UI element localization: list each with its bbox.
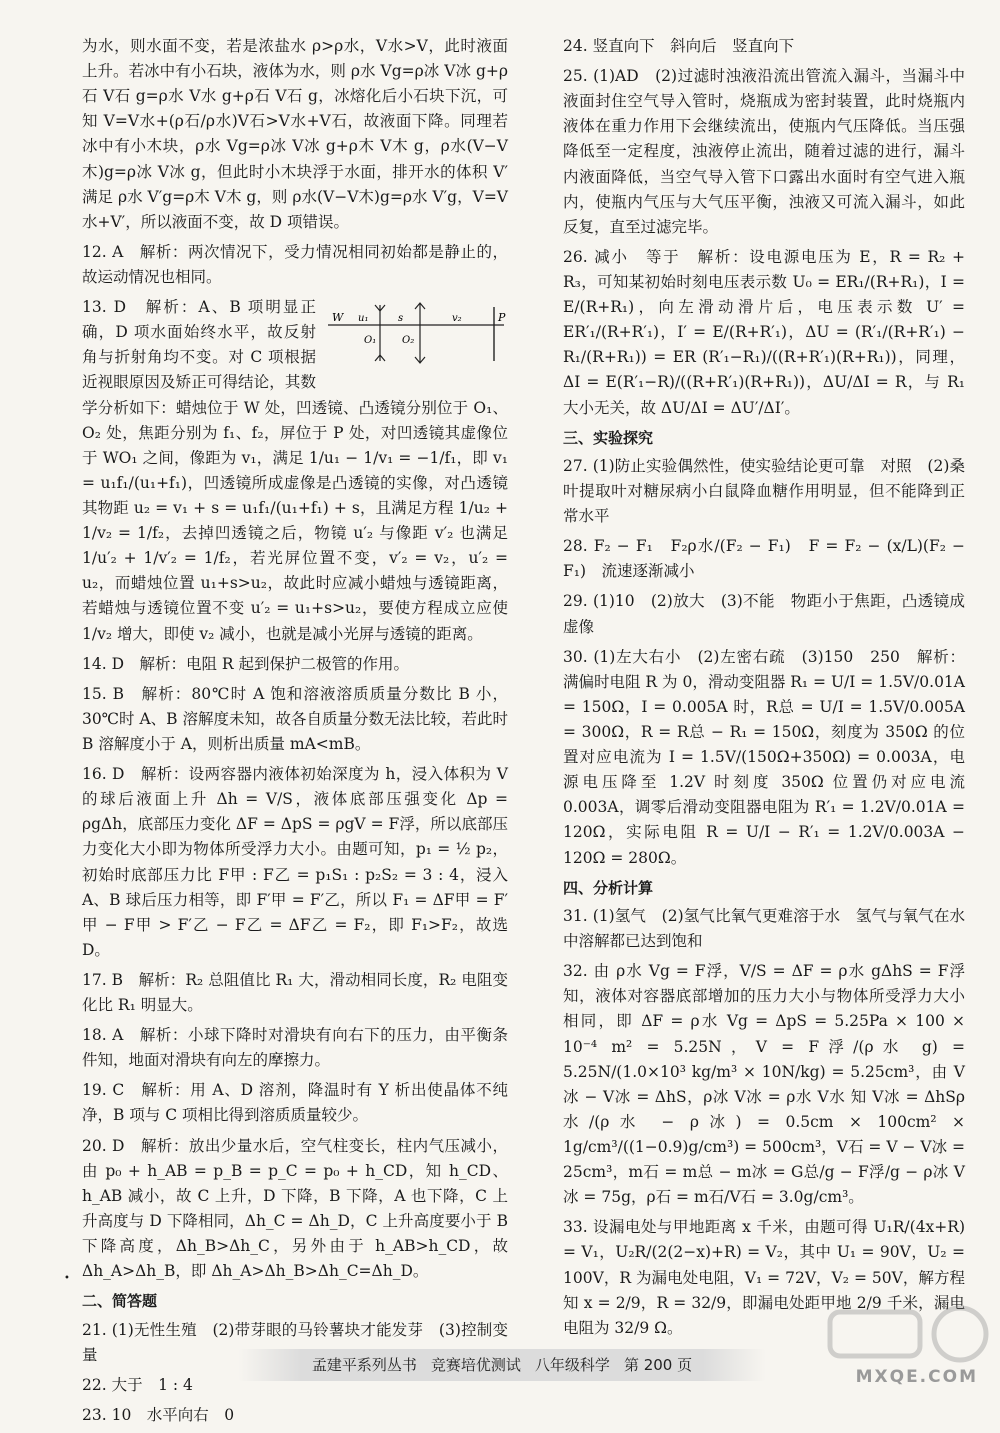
- right-column: [563, 34, 965, 1346]
- left-column: [82, 34, 508, 1433]
- answer-24: 24. 竖直向下 斜向后 竖直向下: [563, 37, 795, 55]
- answer-22: 22. 大于 1 : 4: [82, 1375, 193, 1394]
- lens-diagram: [324, 299, 508, 383]
- section-heading-4: 四、分析计算: [563, 878, 654, 897]
- answer-32: 32. 由 ρ水 Vg = F浮，V/S = ΔF = ρ水 gΔhS = F浮 知，液体对容器底部增加的压力大小与物体所受浮力大小相同，即 ΔF = ρ水 Vg = ΔpS = 5.25Pa × 100 × 10⁻⁴ m² = 5.25N，V = F浮/(ρ水 g) = 5.25N/(1.0×10³ kg/m³ × 10N/kg) = 5.25cm³，由 V冰 − V冰 = ΔhS，ρ冰 V冰 = ρ水 V水 知 V冰 = ΔhSρ水/(ρ水 − ρ冰) = 0.5cm × 100cm² × 1g/cm³/((1−0.9)g/cm³) = 500cm³，V石 = V − V冰 = 25cm³，m石 = m总 − m冰 = G总/g − F浮/g − ρ冰 V冰 = 75g，ρ石 = m石/V石 = 3.0g/cm³。: [563, 962, 965, 1207]
- answer-11-cont: 为水，则水面不变，若是浓盐水 ρ>ρ水，V水>V，此时液面上升。若冰中有小石块，液体为水，则 ρ水 Vg=ρ冰 V冰 g+ρ石 V石 g=ρ水 V水 g+ρ石 V石 g，冰熔化后小石块下沉，可知 V=V水+(ρ石/ρ水)V石>V水+V石，故液面下降。同理若冰中有小木块，ρ水 Vg=ρ冰 V冰 g+ρ木 V木 g，ρ水(V−V木)g=ρ冰 V冰 g，但此时小木块浮于水面，排开水的体积 V′满足 ρ水 V′g=ρ木 V木 g，则 ρ水(V−V木)g=ρ水 V′g，V=V水+V′，所以液面不变，故 D 项错误。: [82, 37, 508, 231]
- answer-16: 16. D 解析：设两容器内液体初始深度为 h，浸入体积为 V 的球后液面上升 Δh = V/S，液体底部压强变化 Δp = ρgΔh，底部压力变化 ΔF = ΔpS = ρgV = F浮，所以底部压力变化大小即为物体所受浮力大小。由题可知，p₁ = ½ p₂，初始时底部压力比 F甲 : F乙 = p₁S₁ : p₂S₂ = 3 : 4，浸入 A、B 球后压力相等，即 F′甲 = F′乙，所以 F₁ = ΔF甲 = F′甲 − F甲 > F′乙 − F乙 = ΔF乙 = F₂，即 F₁>F₂，故选 D。: [82, 765, 508, 959]
- label-W: W: [332, 311, 344, 325]
- section-heading-2: 二、简答题: [82, 1292, 158, 1311]
- footer-grade: 八年级科学: [534, 1355, 610, 1374]
- label-P: P: [498, 311, 506, 325]
- answer-27: 27. (1)防止实验偶然性，使实验结论更可靠 对照 (2)桑叶提取叶对糖尿病小白鼠降血糖作用明显，但不能降到正常水平: [563, 456, 965, 526]
- answer-13: 13. D 解析：A、B 项明显正确，D 项水面始终水平，故反射角与折射角均不变。对 C 项根据近视眼原因及矫正可得结论，其数学分析如下：蜡烛位于 W 处，凹透镜、凸透镜分别位于 O₁、O₂ 处，焦距分别为 f₁、f₂，屏位于 P 处，对凹透镜其虚像位于 WO₁ 之间，像距为 v₁，满足 1/u₁ − 1/v₁ = −1/f₁，即 v₁ = u₁f₁/(u₁+f₁)，凹透镜所成虚像是凸透镜的实像，对凸透镜其物距 u₂ = v₁ + s = u₁f₁/(u₁+f₁) + s，且满足方程 1/u₂ + 1/v₂ = 1/f₂，去掉凹透镜之后，物镜 u′₂ 与像距 v′₂ 也满足 1/u′₂ + 1/v′₂ = 1/f₂，若光屏位置不变，v′₂ = v₂，u′₂ = u₂，而蜡烛位置 u₁+s>u₂，故此时应减小蜡烛与透镜距离，若蜡烛与透镜位置不变 u′₂ = u₁+s>u₂，要使方程成立应使 1/v₂ 增大，即使 v₂ 减小，也就是减小光屏与透镜的距离。: [82, 298, 508, 643]
- answer-21: 21. (1)无性生殖 (2)带芽眼的马铃薯块才能发芽 (3)控制变量: [82, 1320, 508, 1364]
- answer-31: 31. (1)氢气 (2)氢气比氧气更难溶于水 氢气与氧气在水中溶解都已达到饱和: [563, 906, 965, 951]
- answer-29: 29. (1)10 (2)放大 (3)不能 物距小于焦距，凸透镜成虚像: [563, 592, 965, 636]
- margin-dot: •: [64, 1273, 70, 1284]
- answer-14: 14. D 解析：电阻 R 起到保护二极管的作用。: [82, 654, 410, 673]
- answer-20: 20. D 解析：放出少量水后，空气柱变长，柱内气压减小，由 p₀ + h_AB = p_B = p_C = p₀ + h_CD，知 h_CD、h_AB 减小，故 C 上升，D 下降，B 下降，A 也下降，C 上升高度与 D 下降相同，Δh_C = Δh_D，C 上升高度要小于 B 下降高度，Δh_B>Δh_C，另外由于 h_AB>h_CD，故 Δh_A>Δh_B，即 Δh_A>Δh_B>Δh_C=Δh_D。: [82, 1136, 508, 1281]
- label-O1: O₁: [364, 335, 377, 347]
- footer-page: 第 200 页: [623, 1355, 693, 1374]
- watermark-text: MXQE.COM: [855, 1367, 978, 1387]
- label-u1: u₁: [358, 313, 369, 325]
- answer-23: 23. 10 水平向右 0: [82, 1405, 235, 1424]
- answer-15: 15. B 解析：80℃时 A 饱和溶液溶质质量分数比 B 小，30℃时 A、B 溶解度未知，故各自质量分数无法比较，若此时 B 溶解度小于 A，则析出质量 mA<mB。: [82, 684, 509, 753]
- answer-25: 25. (1)AD (2)过滤时浊液沿流出管流入漏斗，当漏斗中液面封住空气导入管时，烧瓶成为密封装置，此时烧瓶内液体在重力作用下会继续流出，使瓶内气压降低。当压强降低至一定程度，浊液停止流出，随着过滤的进行，漏斗内液面降低，当空气导入管下口露出水面时有空气进入瓶内，使瓶内气压与大气压平衡，浊液又可流入漏斗，如此反复，直至过滤完毕。: [563, 67, 965, 236]
- label-O2: O₂: [402, 335, 415, 347]
- answer-33: 33. 设漏电处与甲地距离 x 千米，由题可得 U₁R/(4x+R) = V₁，U₂R/(2(2−x)+R) = V₂，其中 U₁ = 90V，U₂ = 100V，R 为漏电处电阻，V₁ = 72V，V₂ = 50V，解方程知 x = 2/9，R = 32/9，即漏电处距甲地 2/9 千米，漏电电阻为 32/9 Ω。: [563, 1218, 965, 1337]
- section-heading-3: 三、实验探究: [563, 428, 654, 447]
- answer-17: 17. B 解析：R₂ 总阻值比 R₁ 大，滑动相同长度，R₂ 电阻变化比 R₁ 明显大。: [82, 970, 508, 1015]
- label-v2: v₂: [452, 313, 462, 325]
- label-s: s: [398, 313, 404, 325]
- answer-18: 18. A 解析：小球下降时对滑块有向右下的压力，由平衡条件知，地面对滑块有向左的摩擦力。: [82, 1026, 508, 1070]
- footer-book: 竞赛培优测试: [430, 1355, 521, 1374]
- answer-28: 28. F₂ − F₁ F₂ρ水/(F₂ − F₁) F = F₂ − (x/L)(F₂ − F₁) 流速逐渐减小: [563, 537, 965, 581]
- answer-26: 26. 减小 等于 解析：设电源电压为 E，R = R₂ + R₃，可知某初始时刻电压表示数 U₀ = ER₁/(R+R₁)，I = E/(R+R₁)，向左滑动滑片后，电压表示数 U′ = ER′₁/(R+R′₁)，I′ = E/(R+R′₁)，ΔU = (R′₁/(R+R′₁) − R₁/(R+R₁)) = ER (R′₁−R₁)/((R+R′₁)(R+R₁))，同理，ΔI = E(R′₁−R)/((R+R′₁)(R+R₁))，ΔU/ΔI = R，与 R₁ 大小无关，故 ΔU/ΔI = ΔU′/ΔI′。: [563, 247, 965, 417]
- footer-series: 孟建平系列丛书: [311, 1355, 417, 1374]
- page-footer: [238, 1349, 766, 1381]
- answer-19: 19. C 解析：用 A、D 溶剂，降温时有 Y 析出使晶体不纯净，B 项与 C 项相比得到溶质质量较少。: [82, 1081, 508, 1125]
- answer-30: 30. (1)左大右小 (2)左密右疏 (3)150 250 解析：满偏时电阻 R 为 0，滑动变阻器 R₁ = U/I = 1.5V/0.01A = 150Ω，I = 0.005A 时，R总 = U/I = 1.5V/0.005A = 300Ω，R = R总 − R₁ = 150Ω，刻度为 350Ω 的位置对应电流为 I = 1.5V/(150Ω+350Ω) = 0.003A，电源电压降至 1.2V 时刻度 350Ω 位置仍对应电流 0.003A，调零后滑动变阻器电阻为 R′₁ = 1.2V/0.01A = 120Ω，实际电阻 R = U/I − R′₁ = 1.2V/0.003A − 120Ω = 280Ω。: [563, 647, 965, 867]
- answer-12: 12. A 解析：两次情况下，受力情况相同初始都是静止的，故运动情况也相同。: [82, 242, 508, 286]
